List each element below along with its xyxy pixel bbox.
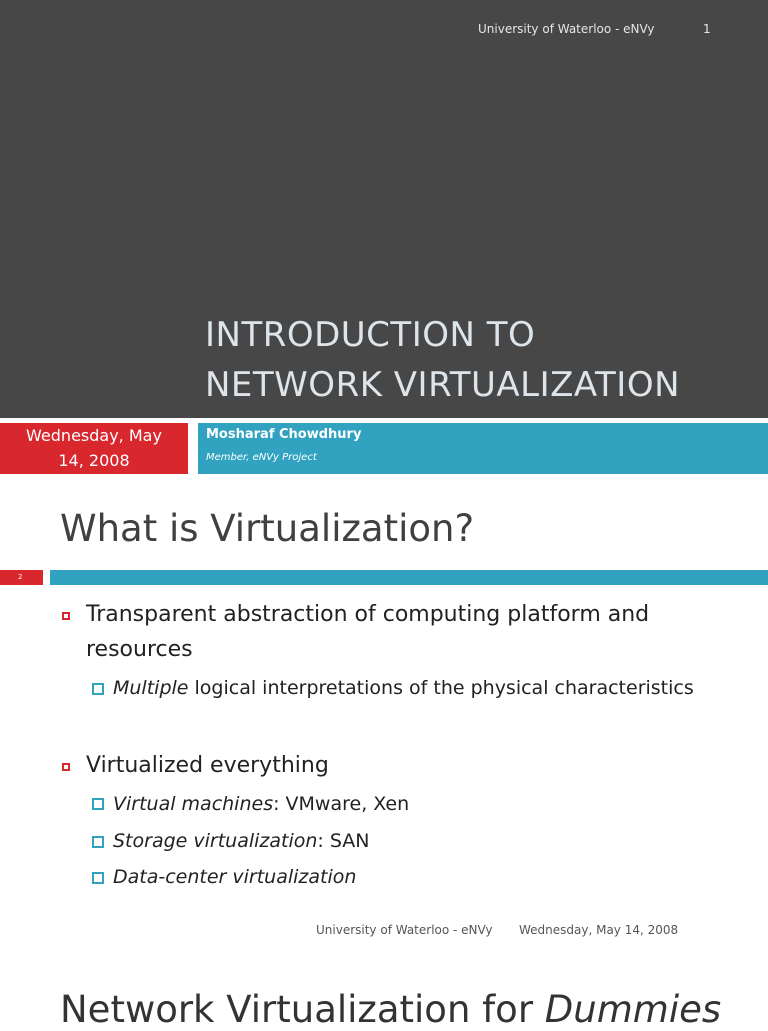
square-sub-bullet-icon [92,836,104,848]
header-organization: University of Waterloo - eNVy [478,22,655,36]
sub-bullet-1-text: logical interpretations of the physical characteristics [188,677,694,699]
date-box [0,423,188,474]
sub-bullet-1 [113,675,694,701]
author-box [198,423,768,474]
sub-bullet-3-emphasis: Storage virtualization [113,830,318,852]
title-line-2: NETWORK VIRTUALIZATION [205,365,681,405]
square-sub-bullet-icon [92,683,104,695]
square-sub-bullet-icon [92,798,104,810]
sub-bullet-2 [113,791,409,817]
square-bullet-icon [62,763,70,771]
sub-bullet-2-emphasis: Virtual machines [113,793,274,815]
slide-3-title [60,988,721,1031]
square-sub-bullet-icon [92,872,104,884]
footer-date: Wednesday, May 14, 2008 [519,923,679,937]
title-slide [0,0,768,418]
title-line-1: INTRODUCTION TO [205,315,536,355]
sub-bullet-4 [113,864,356,890]
slide-2-number: 2 [0,570,43,585]
date-line-1: Wednesday, May [26,426,162,445]
author-name: Mosharaf Chowdhury [206,427,362,442]
sub-bullet-3-text: : SAN [317,830,370,852]
bullet-1-line-1: Transparent abstraction of computing platform and [86,602,650,627]
slide-3-title-text: Network Virtualization for [60,988,545,1031]
footer-organization: University of Waterloo - eNVy [316,923,493,937]
sub-bullet-2-text: : VMware, Xen [273,793,410,815]
square-bullet-icon [62,612,70,620]
slide-3-title-emphasis: Dummies [544,988,722,1031]
sub-bullet-4-emphasis: Data-center virtualization [113,866,357,888]
bullet-2: Virtualized everything [86,753,329,778]
slide-2-title: What is Virtualization? [60,507,475,550]
sub-bullet-1-emphasis: Multiple [113,677,189,699]
sub-bullet-3 [113,828,370,854]
date-line-2: 14, 2008 [58,451,130,470]
slide-title [205,310,680,410]
slide-2-accent-bar [50,570,768,585]
bullet-1-line-2: resources [86,637,193,662]
author-role: Member, eNVy Project [206,452,317,463]
slide-number: 1 [703,22,711,36]
